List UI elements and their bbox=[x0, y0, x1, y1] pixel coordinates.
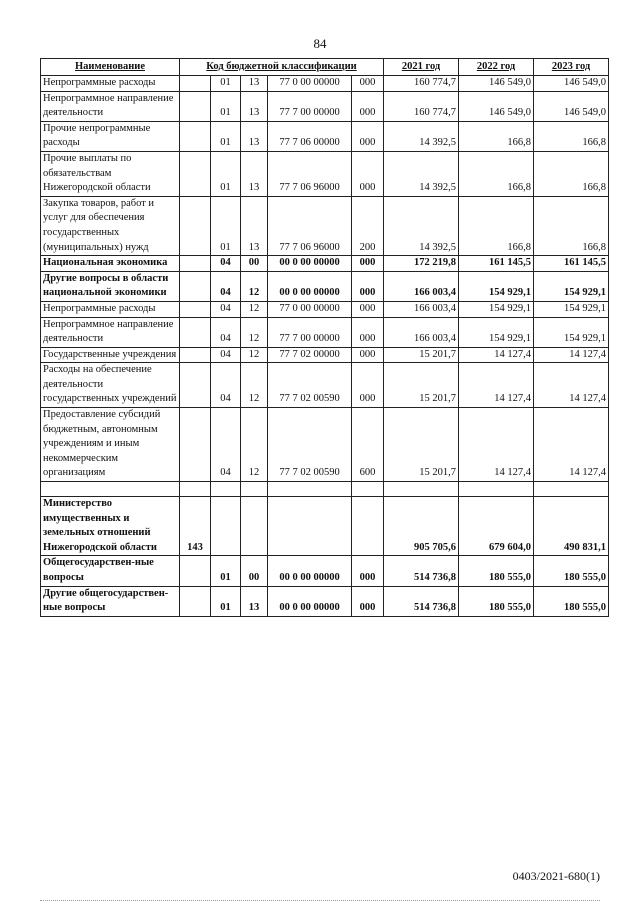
empty-cell bbox=[384, 482, 459, 497]
row-value-2023: 14 127,4 bbox=[534, 347, 609, 363]
row-value-2021: 172 219,8 bbox=[384, 256, 459, 272]
row-ved-code bbox=[180, 151, 211, 196]
row-target-article: 00 0 00 00000 bbox=[268, 256, 352, 272]
row-subsection-code: 13 bbox=[241, 91, 268, 121]
row-expense-type: 000 bbox=[352, 347, 384, 363]
row-subsection-code: 12 bbox=[241, 408, 268, 482]
row-value-2023: 146 549,0 bbox=[534, 76, 609, 92]
row-subsection-code: 13 bbox=[241, 586, 268, 616]
row-target-article: 77 7 00 00000 bbox=[268, 91, 352, 121]
row-name: Непрограммные расходы bbox=[41, 76, 180, 92]
spacer-row bbox=[41, 482, 609, 497]
table-row bbox=[41, 196, 609, 255]
row-expense-type: 200 bbox=[352, 196, 384, 255]
empty-cell bbox=[211, 482, 241, 497]
row-target-article: 77 7 02 00000 bbox=[268, 347, 352, 363]
row-section-code: 01 bbox=[211, 196, 241, 255]
table-row bbox=[41, 256, 609, 272]
row-value-2023: 180 555,0 bbox=[534, 556, 609, 586]
row-value-2022: 14 127,4 bbox=[459, 363, 534, 408]
header-2021: 2021 год bbox=[384, 59, 459, 76]
row-name: Национальная экономика bbox=[41, 256, 180, 272]
row-ved-code bbox=[180, 556, 211, 586]
row-section-code: 01 bbox=[211, 556, 241, 586]
row-value-2021: 166 003,4 bbox=[384, 317, 459, 347]
row-value-2022: 146 549,0 bbox=[459, 91, 534, 121]
table-row bbox=[41, 76, 609, 92]
row-subsection-code: 12 bbox=[241, 347, 268, 363]
row-ved-code bbox=[180, 301, 211, 317]
row-section-code: 01 bbox=[211, 121, 241, 151]
table-row bbox=[41, 317, 609, 347]
row-subsection-code: 13 bbox=[241, 76, 268, 92]
row-section-code: 04 bbox=[211, 301, 241, 317]
row-section-code: 04 bbox=[211, 408, 241, 482]
table-row bbox=[41, 301, 609, 317]
row-value-2022: 161 145,5 bbox=[459, 256, 534, 272]
row-name: Непрограммные расходы bbox=[41, 301, 180, 317]
row-ved-code bbox=[180, 196, 211, 255]
row-value-2022: 180 555,0 bbox=[459, 556, 534, 586]
empty-cell bbox=[41, 482, 180, 497]
header-2023: 2023 год bbox=[534, 59, 609, 76]
empty-cell bbox=[241, 482, 268, 497]
row-ved-code bbox=[180, 121, 211, 151]
row-name: Предоставление субсидий бюджетным, автономным учреждениям и иным некоммерческим организациям bbox=[41, 408, 180, 482]
row-value-2023: 166,8 bbox=[534, 151, 609, 196]
row-subsection-code: 00 bbox=[241, 256, 268, 272]
empty-cell bbox=[352, 482, 384, 497]
row-value-2021: 15 201,7 bbox=[384, 347, 459, 363]
row-section-code: 04 bbox=[211, 363, 241, 408]
row-ved-code bbox=[180, 586, 211, 616]
row-value-2023: 154 929,1 bbox=[534, 301, 609, 317]
table-row bbox=[41, 556, 609, 586]
row-subsection-code: 12 bbox=[241, 301, 268, 317]
row-target-article: 77 7 06 96000 bbox=[268, 196, 352, 255]
row-section-code: 04 bbox=[211, 271, 241, 301]
row-value-2021: 14 392,5 bbox=[384, 196, 459, 255]
row-ved-code bbox=[180, 408, 211, 482]
row-value-2022: 14 127,4 bbox=[459, 347, 534, 363]
row-section-code bbox=[211, 497, 241, 556]
row-value-2023: 154 929,1 bbox=[534, 271, 609, 301]
row-expense-type: 000 bbox=[352, 151, 384, 196]
row-ved-code bbox=[180, 256, 211, 272]
table-body bbox=[41, 76, 609, 617]
empty-cell bbox=[534, 482, 609, 497]
row-value-2021: 166 003,4 bbox=[384, 271, 459, 301]
row-expense-type: 000 bbox=[352, 256, 384, 272]
budget-table bbox=[40, 58, 609, 617]
document-code: 0403/2021-680(1) bbox=[512, 869, 600, 883]
table-row bbox=[41, 586, 609, 616]
row-expense-type: 000 bbox=[352, 363, 384, 408]
header-name: Наименование bbox=[41, 59, 180, 76]
row-value-2021: 514 736,8 bbox=[384, 556, 459, 586]
row-expense-type: 000 bbox=[352, 301, 384, 317]
empty-cell bbox=[268, 482, 352, 497]
row-ved-code: 143 bbox=[180, 497, 211, 556]
row-ved-code bbox=[180, 363, 211, 408]
row-value-2022: 154 929,1 bbox=[459, 301, 534, 317]
row-value-2023: 14 127,4 bbox=[534, 363, 609, 408]
row-target-article: 77 7 02 00590 bbox=[268, 408, 352, 482]
row-value-2021: 160 774,7 bbox=[384, 91, 459, 121]
row-section-code: 04 bbox=[211, 317, 241, 347]
row-ved-code bbox=[180, 76, 211, 92]
row-section-code: 01 bbox=[211, 586, 241, 616]
row-section-code: 01 bbox=[211, 91, 241, 121]
row-expense-type: 000 bbox=[352, 76, 384, 92]
row-value-2022: 154 929,1 bbox=[459, 271, 534, 301]
row-name: Непрограммное направление деятельности bbox=[41, 317, 180, 347]
row-subsection-code: 13 bbox=[241, 121, 268, 151]
row-value-2023: 14 127,4 bbox=[534, 408, 609, 482]
row-value-2023: 146 549,0 bbox=[534, 91, 609, 121]
row-target-article bbox=[268, 497, 352, 556]
row-ved-code bbox=[180, 91, 211, 121]
row-target-article: 77 7 00 00000 bbox=[268, 317, 352, 347]
table-header-row bbox=[41, 59, 609, 76]
row-name: Прочие выплаты по обязательствам Нижегородской области bbox=[41, 151, 180, 196]
row-target-article: 77 7 06 00000 bbox=[268, 121, 352, 151]
row-value-2022: 679 604,0 bbox=[459, 497, 534, 556]
page-number: 84 bbox=[313, 36, 327, 51]
row-value-2022: 14 127,4 bbox=[459, 408, 534, 482]
row-section-code: 04 bbox=[211, 347, 241, 363]
row-value-2022: 166,8 bbox=[459, 151, 534, 196]
row-name: Прочие непрограммные расходы bbox=[41, 121, 180, 151]
row-value-2021: 14 392,5 bbox=[384, 151, 459, 196]
footer-divider bbox=[40, 900, 600, 901]
row-name: Другие вопросы в области национальной экономики bbox=[41, 271, 180, 301]
row-subsection-code: 13 bbox=[241, 196, 268, 255]
row-expense-type: 000 bbox=[352, 91, 384, 121]
row-expense-type bbox=[352, 497, 384, 556]
row-value-2023: 166,8 bbox=[534, 196, 609, 255]
table-row bbox=[41, 497, 609, 556]
row-target-article: 77 0 00 00000 bbox=[268, 301, 352, 317]
row-ved-code bbox=[180, 347, 211, 363]
row-expense-type: 000 bbox=[352, 121, 384, 151]
row-value-2023: 490 831,1 bbox=[534, 497, 609, 556]
row-value-2022: 166,8 bbox=[459, 196, 534, 255]
table-row bbox=[41, 151, 609, 196]
row-expense-type: 000 bbox=[352, 556, 384, 586]
row-ved-code bbox=[180, 271, 211, 301]
row-target-article: 77 7 02 00590 bbox=[268, 363, 352, 408]
row-value-2021: 15 201,7 bbox=[384, 363, 459, 408]
row-section-code: 01 bbox=[211, 151, 241, 196]
row-subsection-code: 00 bbox=[241, 556, 268, 586]
row-value-2023: 154 929,1 bbox=[534, 317, 609, 347]
row-subsection-code bbox=[241, 497, 268, 556]
row-ved-code bbox=[180, 317, 211, 347]
row-subsection-code: 13 bbox=[241, 151, 268, 196]
row-value-2023: 161 145,5 bbox=[534, 256, 609, 272]
row-value-2021: 905 705,6 bbox=[384, 497, 459, 556]
row-name: Общегосударствен-ные вопросы bbox=[41, 556, 180, 586]
table-row bbox=[41, 271, 609, 301]
row-name: Государственные учреждения bbox=[41, 347, 180, 363]
row-value-2021: 14 392,5 bbox=[384, 121, 459, 151]
row-name: Другие общегосударствен-ные вопросы bbox=[41, 586, 180, 616]
row-name: Закупка товаров, работ и услуг для обеспечения государственных (муниципальных) нужд bbox=[41, 196, 180, 255]
row-target-article: 77 0 00 00000 bbox=[268, 76, 352, 92]
table-row bbox=[41, 363, 609, 408]
table-row bbox=[41, 347, 609, 363]
row-value-2022: 180 555,0 bbox=[459, 586, 534, 616]
row-target-article: 00 0 00 00000 bbox=[268, 586, 352, 616]
row-section-code: 04 bbox=[211, 256, 241, 272]
row-value-2021: 514 736,8 bbox=[384, 586, 459, 616]
row-value-2023: 166,8 bbox=[534, 121, 609, 151]
row-section-code: 01 bbox=[211, 76, 241, 92]
row-name: Расходы на обеспечение деятельности государственных учреждений bbox=[41, 363, 180, 408]
row-target-article: 00 0 00 00000 bbox=[268, 556, 352, 586]
row-subsection-code: 12 bbox=[241, 271, 268, 301]
row-value-2023: 180 555,0 bbox=[534, 586, 609, 616]
row-expense-type: 000 bbox=[352, 586, 384, 616]
row-subsection-code: 12 bbox=[241, 363, 268, 408]
table-row bbox=[41, 408, 609, 482]
row-expense-type: 000 bbox=[352, 317, 384, 347]
row-expense-type: 000 bbox=[352, 271, 384, 301]
row-name: Министерство имущественных и земельных отношений Нижегородской области bbox=[41, 497, 180, 556]
empty-cell bbox=[180, 482, 211, 497]
table-row bbox=[41, 91, 609, 121]
row-subsection-code: 12 bbox=[241, 317, 268, 347]
row-value-2022: 146 549,0 bbox=[459, 76, 534, 92]
row-target-article: 77 7 06 96000 bbox=[268, 151, 352, 196]
row-target-article: 00 0 00 00000 bbox=[268, 271, 352, 301]
row-value-2021: 166 003,4 bbox=[384, 301, 459, 317]
row-name: Непрограммное направление деятельности bbox=[41, 91, 180, 121]
row-value-2021: 15 201,7 bbox=[384, 408, 459, 482]
table-row bbox=[41, 121, 609, 151]
row-value-2022: 154 929,1 bbox=[459, 317, 534, 347]
row-expense-type: 600 bbox=[352, 408, 384, 482]
row-value-2022: 166,8 bbox=[459, 121, 534, 151]
header-code: Код бюджетной классификации bbox=[180, 59, 384, 76]
header-2022: 2022 год bbox=[459, 59, 534, 76]
row-value-2021: 160 774,7 bbox=[384, 76, 459, 92]
empty-cell bbox=[459, 482, 534, 497]
